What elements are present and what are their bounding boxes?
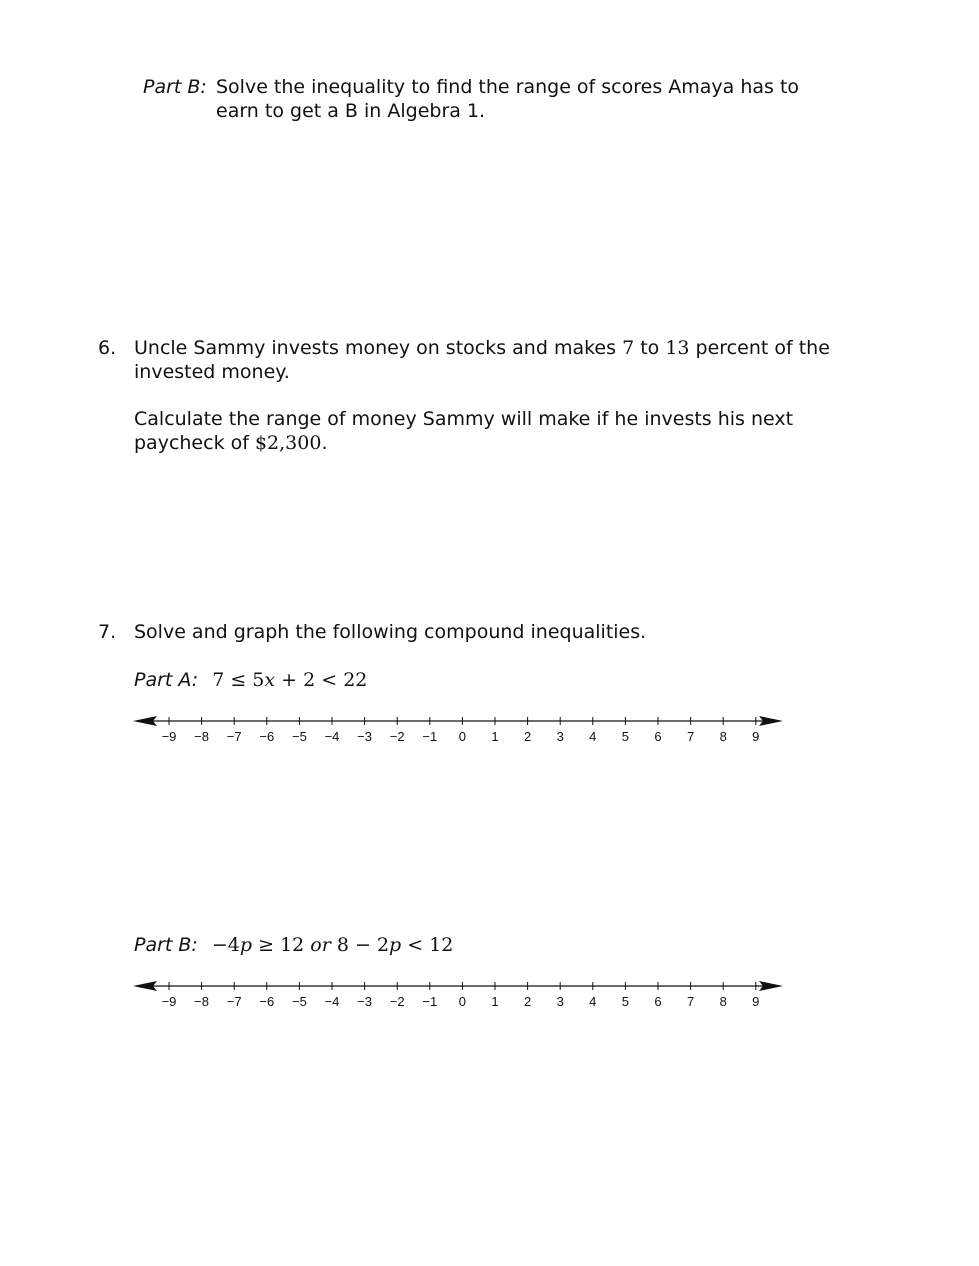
q6-text-d: paycheck of xyxy=(134,432,255,454)
part-b-variable-p2: p xyxy=(389,934,402,956)
part-b-prompt-line2: earn to get a B in Algebra 1. xyxy=(216,100,486,122)
tick-label: −6 xyxy=(259,729,275,743)
tick-label: −1 xyxy=(422,994,438,1008)
part-b-label-q7: Part B: xyxy=(134,934,198,956)
tick-label: −5 xyxy=(291,729,307,743)
number-line-part-a xyxy=(133,713,785,743)
tick-label: −4 xyxy=(324,994,340,1008)
tick-label: −1 xyxy=(422,729,438,743)
question-7-number: 7. xyxy=(98,621,117,643)
tick-label: 4 xyxy=(589,729,597,743)
tick-label: 2 xyxy=(523,729,532,743)
part-b-variable-p1: p xyxy=(239,934,253,956)
part-a-row xyxy=(134,668,367,692)
question-6-line4 xyxy=(134,431,328,455)
tick-label: 9 xyxy=(752,729,760,743)
part-b-label: Part B: xyxy=(143,76,207,98)
tick-label: 5 xyxy=(621,729,630,743)
tick-label: −9 xyxy=(161,729,177,743)
tick-label: −2 xyxy=(389,729,405,743)
part-b-inequality xyxy=(212,934,454,956)
question-7-instruction: Solve and graph the following compound inequalities. xyxy=(134,621,647,643)
tick-label: −3 xyxy=(357,729,373,743)
q6-high-percent: 13 xyxy=(665,337,690,359)
tick-label: 2 xyxy=(523,994,532,1008)
tick-label: −8 xyxy=(194,994,210,1008)
tick-label: −2 xyxy=(389,994,405,1008)
question-6-line3: Calculate the range of money Sammy will make if he invests his next xyxy=(134,408,794,430)
q6-low-percent: 7 xyxy=(622,337,635,359)
tick-label: −6 xyxy=(259,994,275,1008)
part-a-variable-x: x xyxy=(264,669,276,691)
number-line-svg-a xyxy=(133,713,785,743)
q6-text-a: Uncle Sammy invests money on stocks and makes xyxy=(134,337,623,359)
part-b-expr-c: 8 − 2 xyxy=(330,934,390,956)
tick-label: −7 xyxy=(226,729,242,743)
tick-label: −9 xyxy=(161,994,177,1008)
part-b-prompt-line1: Solve the inequality to find the range of scores Amaya has to xyxy=(216,76,800,98)
part-b-expr-b: ≥ 12 xyxy=(252,934,311,956)
tick-label: −4 xyxy=(324,729,340,743)
part-a-expr-b: + 2 < 22 xyxy=(275,669,368,691)
tick-label: −8 xyxy=(194,729,210,743)
tick-label: −5 xyxy=(291,994,307,1008)
number-line-svg-b xyxy=(133,978,785,1008)
tick-label: 8 xyxy=(719,729,727,743)
tick-label: 7 xyxy=(686,994,695,1008)
tick-label: 7 xyxy=(686,729,695,743)
number-line-part-b xyxy=(133,978,785,1008)
q6-text-b: to xyxy=(634,337,666,359)
part-a-expr-a: 7 ≤ 5 xyxy=(212,669,265,691)
part-a-inequality xyxy=(212,669,367,691)
tick-label: 3 xyxy=(556,994,564,1008)
part-b-expr-d: < 12 xyxy=(401,934,454,956)
q6-text-c: percent of the xyxy=(689,337,830,359)
tick-label: 5 xyxy=(621,994,630,1008)
tick-label: 4 xyxy=(589,994,597,1008)
question-6-line2: invested money. xyxy=(134,361,290,383)
tick-label: −7 xyxy=(226,994,242,1008)
q6-paycheck-amount: $2,300 xyxy=(254,432,322,454)
tick-label: 1 xyxy=(491,994,499,1008)
tick-label: 0 xyxy=(458,994,467,1008)
tick-label: 3 xyxy=(556,729,564,743)
part-a-label: Part A: xyxy=(134,669,199,691)
part-b-expr-a: −4 xyxy=(211,934,240,956)
part-b-or: or xyxy=(310,934,331,956)
question-6-number: 6. xyxy=(98,337,117,359)
tick-label: 0 xyxy=(458,729,467,743)
tick-label: 6 xyxy=(654,729,662,743)
part-b-row xyxy=(134,933,453,957)
tick-label: 8 xyxy=(719,994,727,1008)
tick-label: 6 xyxy=(654,994,662,1008)
q6-text-e: . xyxy=(321,432,328,454)
tick-label: −3 xyxy=(357,994,373,1008)
tick-label: 1 xyxy=(491,729,499,743)
question-6-line1 xyxy=(134,336,830,360)
tick-label: 9 xyxy=(752,994,760,1008)
